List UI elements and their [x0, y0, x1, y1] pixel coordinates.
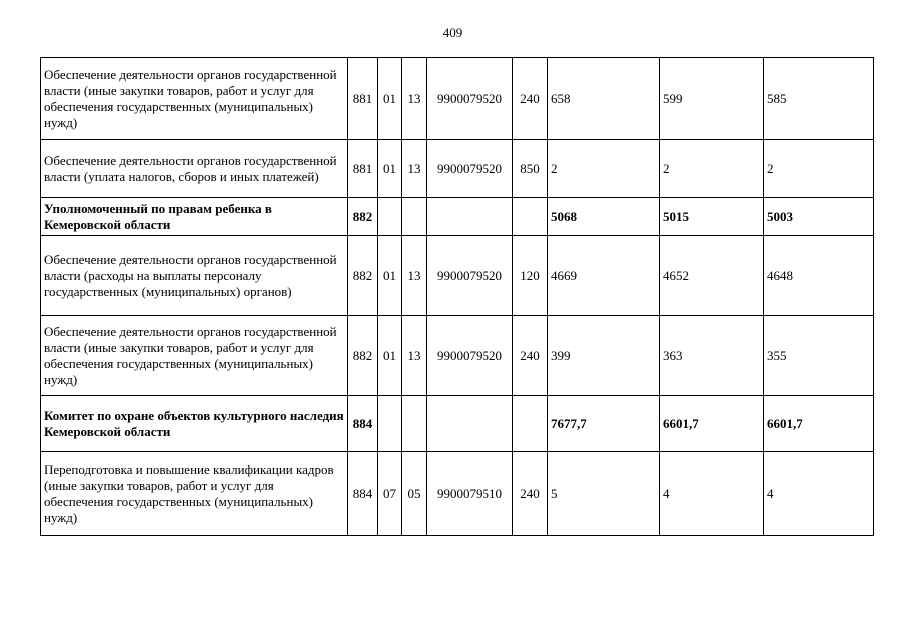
amount-year-2-cell: 2 — [660, 140, 764, 198]
amount-year-3-cell: 585 — [764, 58, 874, 140]
amount-year-2-cell: 4652 — [660, 236, 764, 316]
expense-type-cell: 850 — [513, 140, 548, 198]
amount-year-1-cell: 2 — [548, 140, 660, 198]
amount-year-3-cell: 4648 — [764, 236, 874, 316]
subsection-code-cell: 13 — [402, 236, 427, 316]
amount-year-1-cell: 4669 — [548, 236, 660, 316]
amount-year-3-cell: 6601,7 — [764, 396, 874, 452]
amount-year-1-cell: 658 — [548, 58, 660, 140]
row-name-cell: Переподготовка и повышение квалификации кадров (иные закупки товаров, работ и услуг для обеспечения государственных (муниципальных) нужд) — [41, 452, 348, 536]
target-article-cell: 9900079520 — [427, 140, 513, 198]
amount-year-3-cell: 355 — [764, 316, 874, 396]
section-code-cell: 01 — [378, 236, 402, 316]
row-name-cell: Обеспечение деятельности органов государственной власти (уплата налогов, сборов и иных платежей) — [41, 140, 348, 198]
table-row — [41, 452, 874, 536]
department-code-cell: 882 — [348, 316, 378, 396]
department-code-cell: 882 — [348, 236, 378, 316]
amount-year-2-cell: 599 — [660, 58, 764, 140]
amount-year-2-cell: 5015 — [660, 198, 764, 236]
target-article-cell: 9900079520 — [427, 236, 513, 316]
row-name-cell: Обеспечение деятельности органов государственной власти (иные закупки товаров, работ и услуг для обеспечения государственных (муниципальных) нужд) — [41, 316, 348, 396]
amount-year-1-cell: 5 — [548, 452, 660, 536]
target-article-cell: 9900079510 — [427, 452, 513, 536]
amount-year-1-cell: 399 — [548, 316, 660, 396]
expense-type-cell: 240 — [513, 316, 548, 396]
amount-year-3-cell: 2 — [764, 140, 874, 198]
row-name-cell: Уполномоченный по правам ребенка в Кемеровской области — [41, 198, 348, 236]
table-row — [41, 198, 874, 236]
subsection-code-cell — [402, 198, 427, 236]
department-code-cell: 882 — [348, 198, 378, 236]
section-code-cell: 01 — [378, 58, 402, 140]
page-number: 409 — [442, 25, 463, 40]
subsection-code-cell: 13 — [402, 58, 427, 140]
section-code-cell: 01 — [378, 316, 402, 396]
section-code-cell: 07 — [378, 452, 402, 536]
expense-type-cell — [513, 396, 548, 452]
table-row — [41, 316, 874, 396]
expense-type-cell: 120 — [513, 236, 548, 316]
row-name-cell: Обеспечение деятельности органов государственной власти (иные закупки товаров, работ и услуг для обеспечения государственных (муниципальных) нужд) — [41, 58, 348, 140]
amount-year-3-cell: 4 — [764, 452, 874, 536]
table-row — [41, 58, 874, 140]
amount-year-3-cell: 5003 — [764, 198, 874, 236]
target-article-cell — [427, 198, 513, 236]
section-code-cell — [378, 198, 402, 236]
section-code-cell — [378, 396, 402, 452]
expense-type-cell: 240 — [513, 452, 548, 536]
section-code-cell: 01 — [378, 140, 402, 198]
row-name-cell: Комитет по охране объектов культурного наследия Кемеровской области — [41, 396, 348, 452]
table-row — [41, 396, 874, 452]
target-article-cell — [427, 396, 513, 452]
subsection-code-cell: 13 — [402, 316, 427, 396]
table-row — [41, 140, 874, 198]
row-name-cell: Обеспечение деятельности органов государственной власти (расходы на выплаты персоналу государственных (муниципальных) органов) — [41, 236, 348, 316]
department-code-cell: 884 — [348, 396, 378, 452]
department-code-cell: 881 — [348, 58, 378, 140]
expense-type-cell — [513, 198, 548, 236]
target-article-cell: 9900079520 — [427, 58, 513, 140]
department-code-cell: 881 — [348, 140, 378, 198]
budget-table — [40, 57, 874, 536]
target-article-cell: 9900079520 — [427, 316, 513, 396]
amount-year-2-cell: 6601,7 — [660, 396, 764, 452]
table-row — [41, 236, 874, 316]
department-code-cell: 884 — [348, 452, 378, 536]
expense-type-cell: 240 — [513, 58, 548, 140]
subsection-code-cell: 13 — [402, 140, 427, 198]
amount-year-1-cell: 7677,7 — [548, 396, 660, 452]
subsection-code-cell — [402, 396, 427, 452]
amount-year-1-cell: 5068 — [548, 198, 660, 236]
amount-year-2-cell: 4 — [660, 452, 764, 536]
subsection-code-cell: 05 — [402, 452, 427, 536]
amount-year-2-cell: 363 — [660, 316, 764, 396]
